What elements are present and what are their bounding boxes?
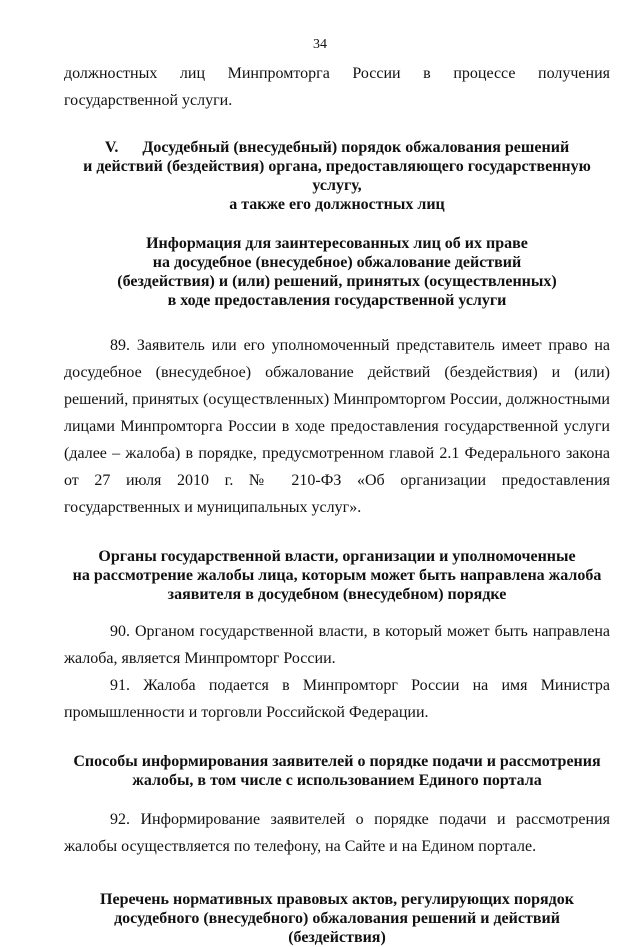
- heading-line: жалобы, в том числе с использованием Единого портала: [132, 772, 542, 789]
- heading-line: и действий (бездействия) органа, предоставляющего государственную услугу,: [83, 158, 591, 194]
- paragraph-92: 92. Информирование заявителей о порядке подачи и рассмотрения жалобы осуществляется по телефону, на Сайте и на Едином портале.: [64, 811, 610, 855]
- heading-line: заявителя в досудебном (внесудебном) порядке: [167, 586, 507, 603]
- heading-methods: [64, 752, 610, 790]
- document-body: [64, 60, 610, 947]
- heading-line: V. Досудебный (внесудебный) порядок обжалования решений: [104, 139, 570, 156]
- heading-section-v: [64, 138, 610, 214]
- heading-info: [64, 234, 610, 310]
- heading-line: Информация для заинтересованных лиц об их праве: [146, 235, 528, 252]
- paragraph-90: 90. Органом государственной власти, в который может быть направлена жалоба, является Минпромторг России.: [64, 623, 610, 667]
- heading-line: Органы государственной власти, организации и уполномоченные: [98, 548, 576, 565]
- heading-line: а также его должностных лиц: [229, 196, 445, 213]
- paragraph-91: 91. Жалоба подается в Минпромторг России на имя Министра промышленности и торговли Российской Федерации.: [64, 677, 610, 721]
- heading-list: [64, 890, 610, 947]
- heading-line: досудебного (внесудебного) обжалования решений и действий (бездействия): [114, 910, 560, 946]
- paragraph-89: 89. Заявитель или его уполномоченный представитель имеет право на досудебное (внесудебное) обжалование действий (бездействия) и (или) решений, принятых (осуществленных) Минпромторгом России, должностными лицами Минпромторга России в ходе предоставления государственной услуги (далее – жалоба) в порядке, предусмотренном главой 2.1 Федерального закона от 27 июля 2010 г. № 210-ФЗ «Об организации предоставления государственных и муниципальных услуг».: [64, 337, 610, 516]
- page-number: 34: [313, 37, 327, 52]
- heading-line: Перечень нормативных правовых актов, регулирующих порядок: [100, 891, 574, 908]
- heading-line: в ходе предоставления государственной услуги: [167, 292, 507, 309]
- paragraph-intro: должностных лиц Минпромторга России в процессе получения государственной услуги.: [64, 65, 610, 109]
- heading-line: на рассмотрение жалобы лица, которым может быть направлена жалоба: [72, 567, 602, 584]
- heading-organs: [64, 547, 610, 604]
- heading-line: на досудебное (внесудебное) обжалование действий: [152, 254, 522, 271]
- heading-line: Способы информирования заявителей о порядке подачи и рассмотрения: [73, 753, 601, 770]
- heading-line: (бездействия) и (или) решений, принятых (осуществленных): [117, 273, 557, 290]
